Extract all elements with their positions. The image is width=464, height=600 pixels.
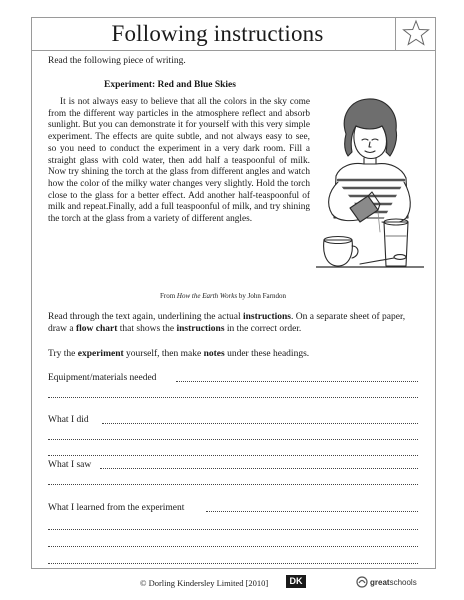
para1-keyword-instructions-2: instructions [176,324,225,334]
equipment-answer-line-2[interactable] [48,397,418,398]
greatschools-wordmark-b: schools [389,577,417,587]
para1-keyword-flow-chart: flow chart [75,324,118,334]
para2-keyword-notes: notes [203,349,225,359]
what-i-saw-answer-line[interactable] [100,468,418,469]
page-title: Following instructions [111,21,324,46]
what-i-learned-answer-line-3[interactable] [48,546,418,547]
what-i-learned-answer-line-2[interactable] [48,529,418,530]
source-book: How the Earth Works [176,292,238,300]
what-i-saw-label: What I saw [48,460,95,470]
what-i-learned-label: What I learned from the experiment [48,503,188,513]
greatschools-wordmark [370,578,417,587]
para1-text-g: in the correct order. [226,324,302,334]
instructions-paragraph [48,311,420,335]
star-box [395,17,436,51]
para1-text-c: . On a separate sheet of paper, draw a [48,312,406,334]
what-i-did-field [48,414,418,426]
girl-pouring-milk-illustration [316,96,424,274]
what-i-saw-field [48,459,418,471]
what-i-learned-answer-line[interactable] [206,511,418,512]
article-title: Experiment: Red and Blue Skies [104,80,236,90]
article-source [160,292,286,300]
what-i-learned-field [48,502,418,514]
equipment-label: Equipment/materials needed [48,373,160,383]
what-i-did-answer-line-2[interactable] [48,439,418,440]
star-icon [402,19,430,47]
equipment-answer-line[interactable] [176,381,418,382]
article-body: It is not always easy to believe that all the colors in the sky come from the different way particles in the atmosphere reflect and absorb sunlight. But you can demonstrate it for yourself with this very simple experiment. The effects are quite subtle, and not always easy to see, so you need to conduct the experiment in a very dark room. Fill a straight glass with cold water, then add half a teaspoonful of milk. Now try shining the torch at the glass from different angles and watch how the color of the milky water changes very slightly. Hold the torch close to the glass for a better effect. Add another half-teaspoonful of milk and repeat.Finally, add a full teaspoonful of milk, and try shining the torch at the glass from a variety of different angles. [48,97,310,225]
what-i-did-label: What I did [48,415,93,425]
what-i-did-answer-line[interactable] [102,423,418,424]
source-author: by John Farndon [238,292,286,300]
equipment-field [48,372,418,384]
what-i-saw-answer-line-2[interactable] [48,484,418,485]
greatschools-wordmark-a: great [370,577,390,587]
intro-text: Read the following piece of writing. [48,56,186,66]
greatschools-mark-icon [356,576,368,588]
what-i-did-answer-line-3[interactable] [48,455,418,456]
para2-text-a: Try the [48,349,76,359]
para2-text-c: yourself, then make [126,349,202,359]
copyright-text: © Dorling Kindersley Limited [2010] [140,578,269,588]
experiment-paragraph [48,348,420,360]
para2-keyword-experiment: experiment [77,349,124,359]
dk-logo: DK [286,575,306,588]
source-prefix: From [160,292,176,300]
para2-text-e: under these headings. [227,349,310,359]
greatschools-logo [356,576,417,588]
para1-text-e: that shows the [119,324,175,334]
para1-text-a: Read through the text again, underlining the actual [48,312,241,322]
para1-keyword-instructions: instructions [242,312,292,322]
what-i-learned-answer-line-4[interactable] [48,563,418,564]
